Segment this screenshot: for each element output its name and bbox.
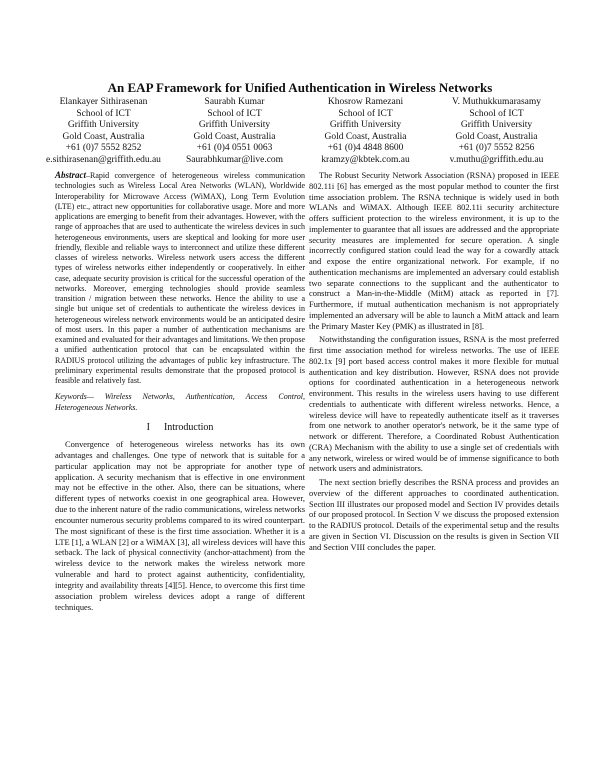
author-org: Griffith University [329,120,402,131]
left-column [55,170,305,616]
author-email: v.muthu@griffith.edu.au [449,154,544,165]
author-name: Khosrow Ramezani [327,97,404,107]
author-phone: +61 (0)4 4848 8600 [327,143,404,154]
author-dept: School of ICT [207,108,262,119]
author-city: Gold Coast, Australia [193,131,276,142]
author-phone: +61 (0)4 0551 0063 [196,143,273,154]
section-number: I [146,421,150,433]
right-column [309,170,559,555]
body-paragraph: The next section briefly describes the RSNA process and provides an overview of the different approaches to coordinated authentication. Section III illustrates our proposed model and Section IV provides details of our proposed protocol. In Section V we discuss the proposed extension to the RADIUS protocol. Details of the experimental setup and the results are given in Section VI. Discussion on the results is given in Section VII and Section VIII concludes the paper. [309,477,559,552]
intro-paragraph: Convergence of heterogeneous wireless networks has its own advantages and challenges. One type of network that is suitable for a particular application may not be appropriate for another type of application. A security mechanism that is effective in one environment may not be effective in the other. Also, there can be situations, where different types of networks coexist in one geographical area. However, due to the inherent nature of the radio communications, wireless networks encounter numerous security problems compared to its wired counterpart. The most significant of these is the first time association. Whether it is a LTE [1], a WLAN [2] or a WiMAX [3], all wireless devices will have this setback. The lack of physical connectivity (anchor-attachment) from the wireless device to the network makes the wireless network more vulnerable and hard to protect against authenticity, confidentiality, integrity and availability threats [4][5]. Hence, to overcome this first time association problem wireless devices adopt a range of different techniques. [55,439,306,612]
abstract-label: Abstract [55,170,87,180]
body-paragraph: Notwithstanding the configuration issues, RSNA is the most preferred first time association method for wireless networks. The use of IEEE 802.1x [9] port based access control makes it more flexible for mutual authentication and key distribution. However, RSNA does not provide options for coordinated authentication in a heterogeneous network environment. This results in the wireless users having to use different credentials to authenticate with different wireless networks. Hence, a wireless device will have to repeatedly authenticate itself as it traverses from one network to another operator's network, be it the same type of network or different. Therefore, a Coordinated Robust Authentication (CRA) Mechanism with the ability to use a single set of credentials with any network, wireless or wired would be of immense significance to both network users and administrators. [309,334,559,474]
author-name: V. Muthukkumarasamy [451,97,541,107]
author-phone: +61 (0)7 5552 8256 [458,143,535,154]
body-paragraph: The Robust Security Network Association (RSNA) proposed in IEEE 802.11i [6] has emerged as the most popular method to counter the first time association problem. The RSNA technique is widely used in both WLANs and WiMAX. Although IEEE 802.11i security architecture offers sufficient protection to the wireless environment, it is up to the implementer to guarantee that all issues are addressed and the appropriate security measures are implemented for secure operation. A single incorrectly configured station could lead the way for a cowardly attack and expose the entire organizational network. For example, if no authentication mechanisms are implemented an adversary could establish two separate connections to the supplicant and the authenticator to construct a Man-in-the-Middle (MitM) attack as reported in [7]. Furthermore, if mutual authentication mechanism is not appropriately implemented an adversary will be able to launch a MitM attack and learn the Primary Master Key (PMK) as illustrated in [8]. [309,170,559,331]
section-title: Introduction [163,421,214,433]
author-3 [300,97,431,167]
author-name: Elankayer Sithirasenan [59,97,148,107]
author-block [38,97,562,167]
author-email: kramzy@kbtek.com.au [321,154,410,165]
section-heading [55,423,305,433]
author-4 [431,97,562,167]
author-city: Gold Coast, Australia [324,131,407,142]
abstract [55,170,305,386]
author-2 [169,97,300,167]
abstract-text: –Rapid convergence of heterogeneous wireless communication technologies such as Wireless Local Area Networks (WLAN), Worldwide Interoperability for Microwave Access (WiMAX), Long Term Evolution (LTE) etc., attract new opportunities for collaborative usage. More and more applications are emerging to benefit from their advantages. However, with the range of approaches that are used to authenticate the wireless devices in such heterogeneous environments, users are skeptical and looking for more user friendly, flexible and reliable ways to interconnect and utilize these different classes of wireless networks. Wireless network users access the different types of wireless networks either independently or cooperatively. In either case, adequate security provision is critical for the successful operation of the networks. Moreover, emerging technologies should provide seamless transition / migration between these networks. Hence the ability to use a single but unique set of credentials to authenticate the wireless devices in heterogeneous wireless network environments would be an anticipated desire of most users. In this paper a number of authentication mechanisms are examined and evaluated for their advantages and limitations. We then propose a unified authentication protocol that can be encapsulated within the RADIUS protocol utilizing the advantages of public key infrastructure. The preliminary experimental results demonstrate that the proposed protocol is feasible and relatively fast. [55,171,306,385]
keywords: Keywords— Wireless Networks, Authentication, Access Control, Heterogeneous Networks. [55,392,305,412]
author-email: Saurabhkumar@live.com [185,154,284,165]
author-org: Griffith University [67,120,140,131]
author-city: Gold Coast, Australia [455,131,538,142]
author-org: Griffith University [460,120,533,131]
author-1 [38,97,169,167]
author-dept: School of ICT [76,108,131,119]
author-email: e.sithirasenan@griffith.edu.au [46,154,161,165]
author-dept: School of ICT [469,108,524,119]
author-dept: School of ICT [338,108,393,119]
author-org: Griffith University [198,120,271,131]
author-city: Gold Coast, Australia [62,131,145,142]
author-phone: +61 (0)7 5552 8252 [65,143,142,154]
author-name: Saurabh Kumar [204,97,265,107]
paper-title: An EAP Framework for Unified Authentication in Wireless Networks [107,80,493,95]
